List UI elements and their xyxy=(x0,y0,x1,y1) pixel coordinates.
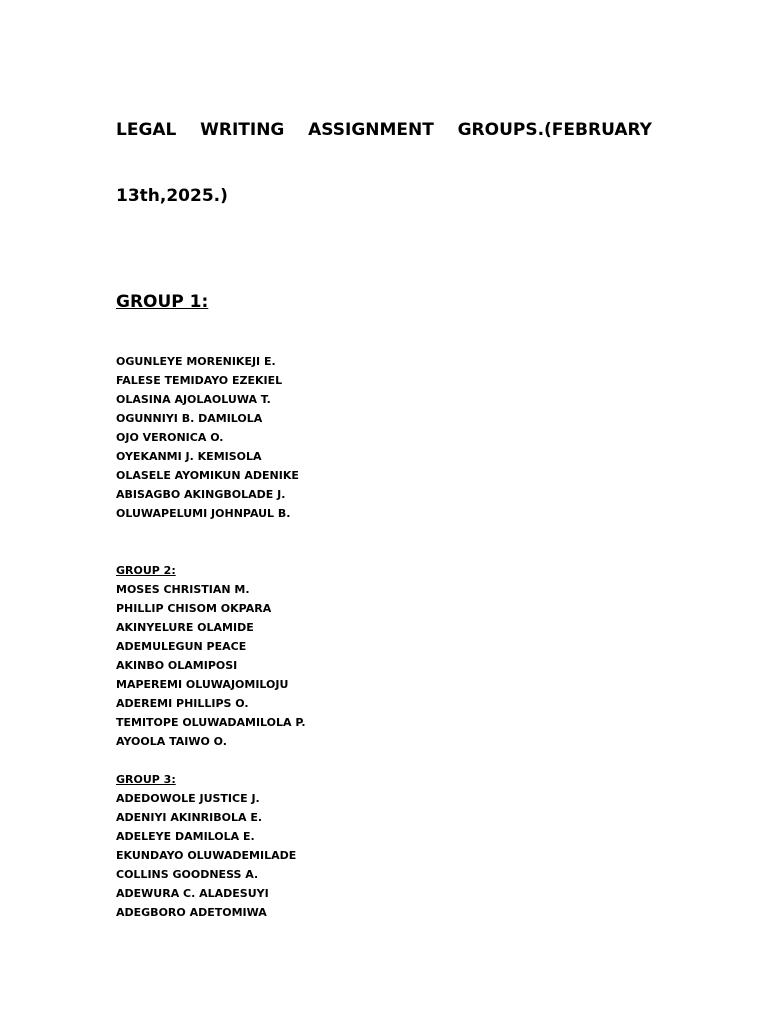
member-name: EKUNDAYO OLUWADEMILADE xyxy=(116,849,297,862)
member-name: MAPEREMI OLUWAJOMILOJU xyxy=(116,678,289,691)
member-name: ADEREMI PHILLIPS O. xyxy=(116,697,249,710)
title-word: GROUPS.(FEBRUARY xyxy=(457,120,652,140)
member-name: COLLINS GOODNESS A. xyxy=(116,868,259,881)
member-name: ADENIYI AKINRIBOLA E. xyxy=(116,811,263,824)
member-name: AKINBO OLAMIPOSI xyxy=(116,659,238,672)
member-name: ABISAGBO AKINGBOLADE J. xyxy=(116,488,286,501)
member-name: OLASINA AJOLAOLUWA T. xyxy=(116,393,271,406)
document-title-date: 13th,2025.) xyxy=(116,186,228,206)
title-word: ASSIGNMENT xyxy=(308,120,434,140)
member-name: TEMITOPE OLUWADAMILOLA P. xyxy=(116,716,306,729)
title-word: WRITING xyxy=(200,120,285,140)
member-name: AKINYELURE OLAMIDE xyxy=(116,621,254,634)
group-1-member-list xyxy=(116,352,299,523)
member-name: PHILLIP CHISOM OKPARA xyxy=(116,602,272,615)
member-name: OJO VERONICA O. xyxy=(116,431,224,444)
group-2-member-list xyxy=(116,580,306,751)
group-2-heading: GROUP 2: xyxy=(116,564,176,577)
group-1-heading: GROUP 1: xyxy=(116,292,209,312)
member-name: MOSES CHRISTIAN M. xyxy=(116,583,250,596)
member-name: ADELEYE DAMILOLA E. xyxy=(116,830,255,843)
member-name: OGUNNIYI B. DAMILOLA xyxy=(116,412,263,425)
member-name: OGUNLEYE MORENIKEJI E. xyxy=(116,355,276,368)
member-name: ADEGBORO ADETOMIWA xyxy=(116,906,267,919)
title-word: LEGAL xyxy=(116,120,177,140)
member-name: OYEKANMI J. KEMISOLA xyxy=(116,450,262,463)
member-name: OLUWAPELUMI JOHNPAUL B. xyxy=(116,507,291,520)
group-3-heading: GROUP 3: xyxy=(116,773,176,786)
member-name: ADEMULEGUN PEACE xyxy=(116,640,247,653)
member-name: ADEDOWOLE JUSTICE J. xyxy=(116,792,260,805)
group-3-member-list xyxy=(116,789,296,922)
member-name: AYOOLA TAIWO O. xyxy=(116,735,227,748)
document-title xyxy=(116,118,652,142)
member-name: OLASELE AYOMIKUN ADENIKE xyxy=(116,469,299,482)
member-name: FALESE TEMIDAYO EZEKIEL xyxy=(116,374,283,387)
member-name: ADEWURA C. ALADESUYI xyxy=(116,887,269,900)
